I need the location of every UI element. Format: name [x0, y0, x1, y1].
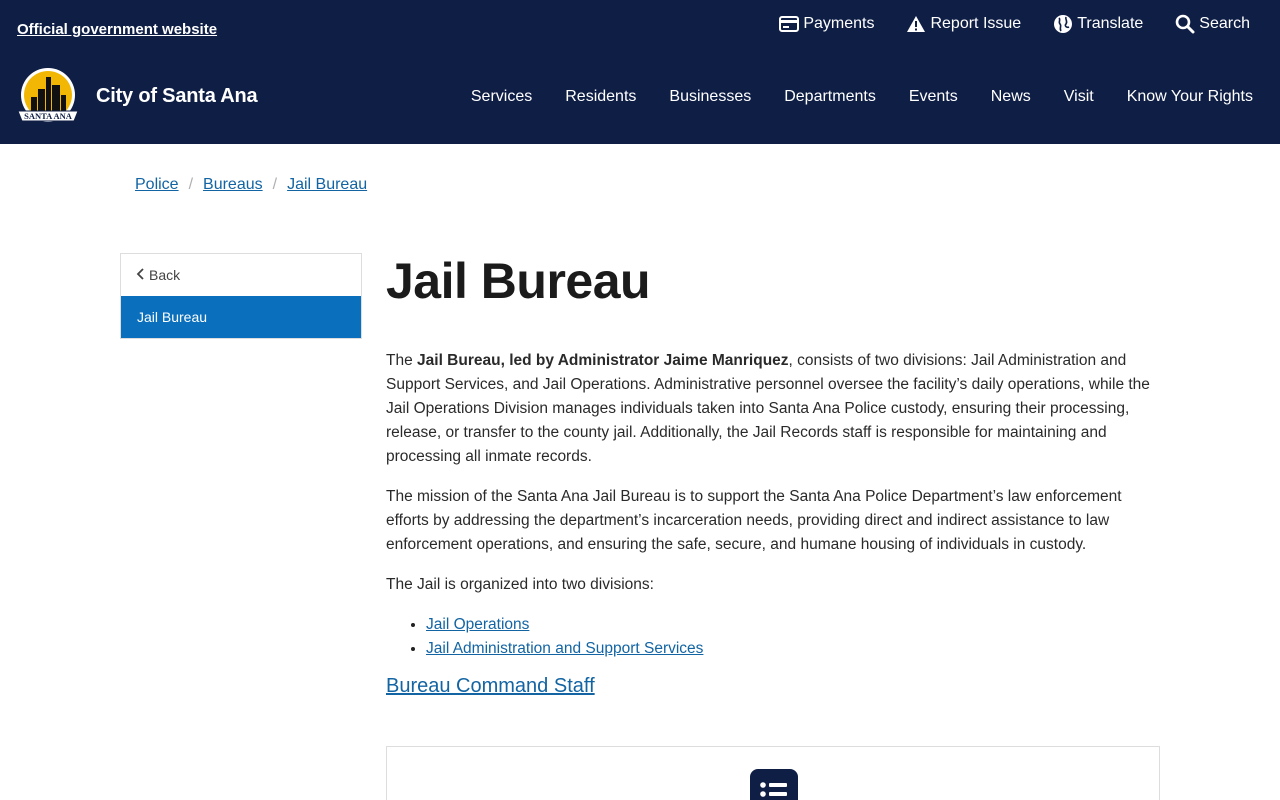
breadcrumb-jail-bureau[interactable]: Jail Bureau [287, 176, 368, 193]
city-seal-logo [16, 67, 80, 125]
site-header [0, 0, 1280, 144]
divisions-intro: The Jail is organized into two divisions: [386, 576, 654, 593]
nav-departments[interactable]: Departments [784, 88, 876, 105]
list-item [426, 637, 1161, 661]
nav-know-your-rights[interactable]: Know Your Rights [1126, 88, 1253, 105]
mission-paragraph: The mission of the Santa Ana Jail Bureau is to support the Santa Ana Police Department’s law enforcement efforts by addressing the department’s incarceration needs, providing direct and indirect assistance to law enforcement operations, and ensuring the safe, secure, and humane housing of individuals in custody. [386, 488, 1122, 553]
breadcrumb-bureaus[interactable]: Bureaus [203, 176, 263, 193]
sidenav-item-jail-bureau[interactable] [121, 296, 361, 338]
related-card [386, 746, 1160, 800]
intro-bold-text: Jail Bureau, led by Administrator Jaime Manriquez [417, 352, 789, 369]
translate-link[interactable] [1053, 13, 1143, 35]
breadcrumb-police[interactable]: Police [135, 176, 179, 193]
jail-operations-link[interactable]: Jail Operations [426, 616, 530, 633]
translate-label: Translate [1077, 15, 1144, 32]
svg-text:SANTA ANA: SANTA ANA [24, 111, 72, 121]
list-item [426, 613, 1161, 637]
payments-label: Payments [803, 15, 875, 32]
side-nav [120, 253, 362, 339]
intro-paragraph: The Jail Bureau, led by Administrator Jaime Manriquez, consists of two divisions: Jail Administration and Support Services, and Jail Operations. Administrative personnel oversee the facility’s daily operations, while the Jail Operations Division manages individuals taken into Santa Ana Police custody, ensuring their processing, release, or transfer to the county jail. Additionally, the Jail Records staff is responsible for maintaining and processing all inmate records. [386, 352, 1150, 465]
city-name: City of Santa Ana [96, 84, 258, 107]
nav-news[interactable]: News [990, 88, 1031, 105]
nav-visit[interactable]: Visit [1063, 88, 1094, 105]
search-link[interactable] [1175, 13, 1250, 35]
page-title: Jail Bureau [386, 253, 651, 309]
report-issue-label: Report Issue [930, 15, 1022, 32]
jail-admin-support-link[interactable]: Jail Administration and Support Services [426, 640, 704, 657]
back-button[interactable] [121, 254, 361, 296]
utility-nav [779, 13, 1250, 35]
report-issue-link[interactable] [906, 13, 1021, 35]
main-content [386, 250, 1161, 698]
list-icon [750, 769, 798, 800]
breadcrumb-separator: / [272, 176, 278, 193]
search-icon [1175, 14, 1195, 34]
warning-icon [906, 15, 926, 33]
sidenav-item-label: Jail Bureau [137, 309, 208, 325]
back-label: Back [149, 267, 181, 283]
nav-residents[interactable]: Residents [565, 88, 637, 105]
search-label: Search [1199, 15, 1250, 32]
payments-link[interactable] [779, 13, 874, 35]
divisions-list [386, 613, 1161, 661]
chevron-left-icon [135, 267, 149, 283]
brand-home-link[interactable] [16, 67, 257, 125]
nav-events[interactable]: Events [908, 88, 958, 105]
official-website-link[interactable]: Official government website [17, 21, 218, 38]
main-nav [471, 88, 1253, 106]
globe-icon [1053, 14, 1073, 34]
nav-businesses[interactable]: Businesses [669, 88, 752, 105]
bureau-command-staff-link[interactable]: Bureau Command Staff [386, 675, 595, 697]
breadcrumb-separator: / [188, 176, 194, 193]
credit-card-icon [779, 16, 799, 32]
breadcrumb [135, 176, 367, 194]
nav-services[interactable]: Services [470, 88, 533, 105]
